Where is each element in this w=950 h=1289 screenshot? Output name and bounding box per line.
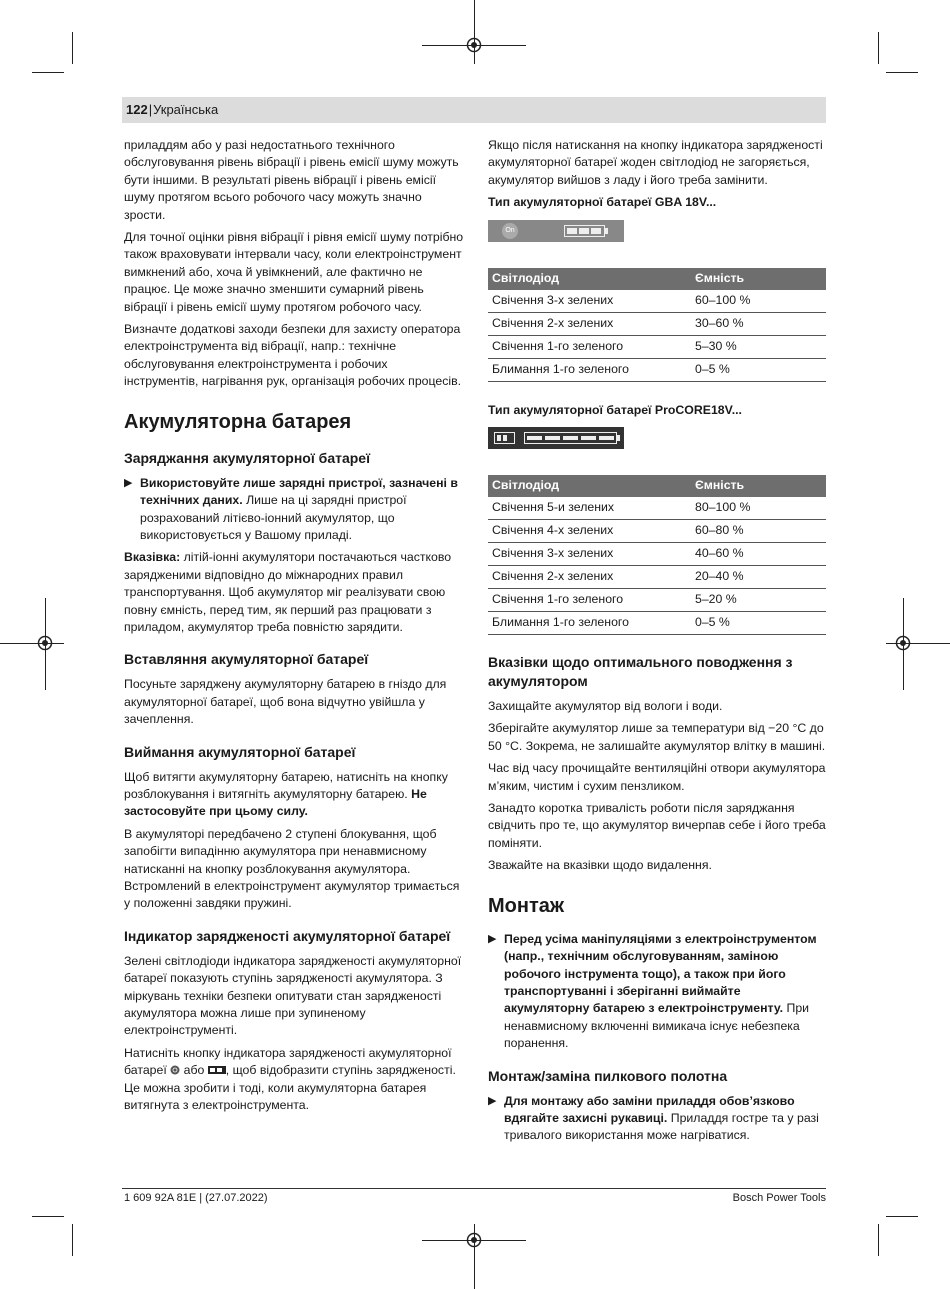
table-row [488,566,826,589]
table-row [488,335,826,358]
table-cell: Свічення 4-х зелених [488,520,691,543]
table-row [488,520,826,543]
table-cell: 60–80 % [691,520,826,543]
table-cell: 0–5 % [691,358,826,381]
table-row [488,543,826,566]
paragraph: Захищайте акумулятор від вологи і води. [488,699,723,714]
arrow-bullet-icon: ▶ [488,1094,497,1107]
gba-capacity-table [488,268,826,382]
paragraph: Зберігайте акумулятор лише за температури від −20 °C до 50 °C. Зокрема, не залишайте акумулятор влітку в машині. [488,721,826,753]
table-cell: Свічення 5-и зелених [488,497,691,520]
paragraph: Занадто коротка тривалість роботи після заряджання свідчить про те, що акумулятор вичерпав себе і його треба поміняти. [488,801,826,850]
bullet-text: Лише на ці зарядні пристрої розрахований літієво-іонний акумулятор, що використовується у Вашому приладі. [140,493,407,542]
procore-capacity-table [488,475,826,635]
subheading-blade: Монтаж/заміна пилкового полотна [488,1067,728,1084]
bullet-bold-text: Перед усіма маніпуляціями з електроінструментом (напр., технічним обслуговуванням, заміною робочого інструмента тощо), а також при його транспортуванні і зберіганні виймайте акумуляторну батарею з електроінструменту. [504,931,817,1016]
section-heading-montage: Монтаж [488,894,565,917]
header-separator: | [148,102,153,117]
on-button-icon: On [502,223,518,239]
arrow-bullet-icon: ▶ [124,476,133,489]
crop-mark [886,72,918,73]
table-cell: 60–100 % [691,290,826,313]
table-row [488,497,826,520]
gba-indicator-image [488,220,624,242]
table-cell: Блимання 1-го зеленого [488,612,691,635]
table-cell: Свічення 2-х зелених [488,566,691,589]
arrow-bullet-icon: ▶ [488,932,497,945]
left-column [124,137,464,1119]
on-button-icon [170,1065,180,1075]
crop-mark [72,1224,73,1256]
paragraph: Час від часу прочищайте вентиляційні отвори акумулятора м’яким, чистим і сухим пензликом. [488,761,826,793]
note-paragraph [124,549,464,636]
paragraph: Посуньте заряджену акумуляторну батарею в гніздо для акумуляторної батареї, щоб вона відчутно увійшла у зачеплення. [124,677,447,727]
footer-divider [122,1188,826,1189]
paragraph [124,769,464,821]
registration-mark-icon [895,635,911,651]
paragraph: Зважайте на вказівки щодо видалення. [488,858,712,873]
registration-mark-icon [466,1232,482,1248]
page-header [122,97,826,123]
bullet-bold-text: Використовуйте лише зарядні пристрої, зазначені в технічних даних. [140,475,458,508]
table-cell: Свічення 1-го зеленого [488,335,691,358]
bullet-text: При ненавмисному включенні вимикача існує небезпека поранення. [504,1001,810,1051]
battery-type-gba: Тип акумуляторної батареї GBA 18V... [488,195,717,210]
column-header-capacity: Ємність [691,475,826,497]
battery-gauge-icon [564,225,608,237]
right-column [488,137,828,1150]
table-row [488,358,826,381]
note-label: Вказівка: [124,550,181,565]
remove-text: Щоб витягти акумуляторну батарею, натисніть на кнопку розблокування і витягніть акумуляторну батарею. [124,769,448,801]
page-number: 122 [126,102,148,117]
bullet-bold-text: Для монтажу або заміни приладдя обов’язково вдягайте захисні рукавиці. [504,1093,795,1125]
table-row [488,589,826,612]
table-cell: 40–60 % [691,543,826,566]
table-cell: Блимання 1-го зеленого [488,358,691,381]
procore-indicator-image [488,427,624,449]
subheading-remove: Виймання акумуляторної батареї [124,743,356,760]
table-cell: 20–40 % [691,566,826,589]
table-header-row [488,475,826,497]
paragraph [124,1045,464,1115]
crop-mark [878,1224,879,1256]
footer-brand: Bosch Power Tools [732,1192,826,1204]
subheading-indicator: Індикатор зарядженості акумуляторної батареї [124,927,451,944]
table-row [488,612,826,635]
paragraph: приладдям або у разі недостатнього технічного обслуговування рівень вібрації і рівень емісії шуму можуть бути іншими. В результаті рівень вібрації і рівень емісії шуму протягом всього робочого часу можуть значно зрости. [124,138,459,222]
paragraph: Зелені світлодіоди індикатора зарядженості акумуляторної батареї показують ступінь зарядженості акумулятора. З міркувань техніки безпеки опитувати стан зарядженості акумулятора можна лише при зупиненому електроінструменті. [124,953,462,1038]
column-header-led: Світлодіод [488,268,691,290]
table-cell: 30–60 % [691,312,826,335]
crop-mark [886,1216,918,1217]
table-cell: 5–20 % [691,589,826,612]
table-header-row [488,268,826,290]
header-language: Українська [153,102,219,117]
paragraph: Визначте додаткові заходи безпеки для захисту оператора електроінструмента від вібрації, напр.: технічне обслуговування електроінструмента і робочих інструментів, нагрівання рук, організація робочих процесів. [124,322,462,389]
table-cell: 5–30 % [691,335,826,358]
crop-mark [0,643,64,644]
table-cell: Свічення 3-х зелених [488,543,691,566]
bullet-charging [124,475,464,545]
paragraph: Якщо після натискання на кнопку індикатора зарядженості акумуляторної батареї жоден світлодіод не загоряється, акумулятор вийшов з ладу і його треба замінити. [488,138,823,187]
bullet-montage [488,931,828,1053]
subheading-charging: Заряджання акумуляторної батареї [124,449,371,466]
crop-mark [32,72,64,73]
paragraph: Для точної оцінки рівня вібрації і рівня емісії шуму потрібно також враховувати інтервали часу, коли електроінструмент вимкнений або, хоча й увімкнений, але фактично не працює. Це може значно зменшити сумарний рівень вібрації і рівень емісії шуму протягом робочого часу. [124,230,464,314]
table-row [488,312,826,335]
column-header-capacity: Ємність [691,268,826,290]
battery-gauge-icon [494,432,620,444]
remove-bold-text: Не застосовуйте при цьому силу. [124,786,427,819]
table-cell: 80–100 % [691,497,826,520]
table-cell: Свічення 3-х зелених [488,290,691,313]
subheading-handling: Вказівки щодо оптимального поводження з акумулятором [488,654,793,690]
crop-mark [878,32,879,64]
bullet-text: Приладдя гостре та у разі тривалого використання може нагріватися. [504,1110,819,1143]
battery-type-procore: Тип акумуляторної батареї ProCORE18V... [488,402,742,417]
battery-gauge-icon [208,1066,226,1074]
table-cell: 0–5 % [691,612,826,635]
note-text: літій-іонні акумулятори постачаються частково зарядженими відповідно до міжнародних правил транспортування. Щоб акумулятор міг реалізувати свою повну ємність, перед тим, як перший раз працювати з приладом, акумулятор треба повністю зарядити. [124,550,452,634]
bullet-blade [488,1093,828,1145]
registration-mark-icon [466,37,482,53]
ind-text: , щоб відобразити ступінь зарядженості. Це можна зробити і тоді, коли акумуляторна батарея витягнута з електроінструмента. [124,1063,456,1113]
crop-mark [474,0,475,64]
crop-mark [72,32,73,64]
ind-text: Натисніть кнопку індикатора зарядженості акумуляторної батареї [124,1045,452,1078]
subheading-insert: Вставляння акумуляторної батареї [124,651,369,668]
column-header-led: Світлодіод [488,475,691,497]
paragraph: В акумуляторі передбачено 2 ступені блокування, щоб запобігти випадінню акумулятора при ненавмисному натисканні на кнопку розблокування акумулятора. Встромлений в електроінструмент акумулятор тримається у положенні завдяки пружині. [124,826,460,911]
crop-mark [32,1216,64,1217]
table-cell: Свічення 1-го зеленого [488,589,691,612]
footer-doc-id: 1 609 92A 81E | (27.07.2022) [124,1192,268,1204]
table-cell: Свічення 2-х зелених [488,312,691,335]
table-row [488,290,826,313]
section-heading-battery: Акумуляторна батарея [124,410,352,433]
registration-mark-icon [37,635,53,651]
ind-text-or: або [180,1063,208,1078]
